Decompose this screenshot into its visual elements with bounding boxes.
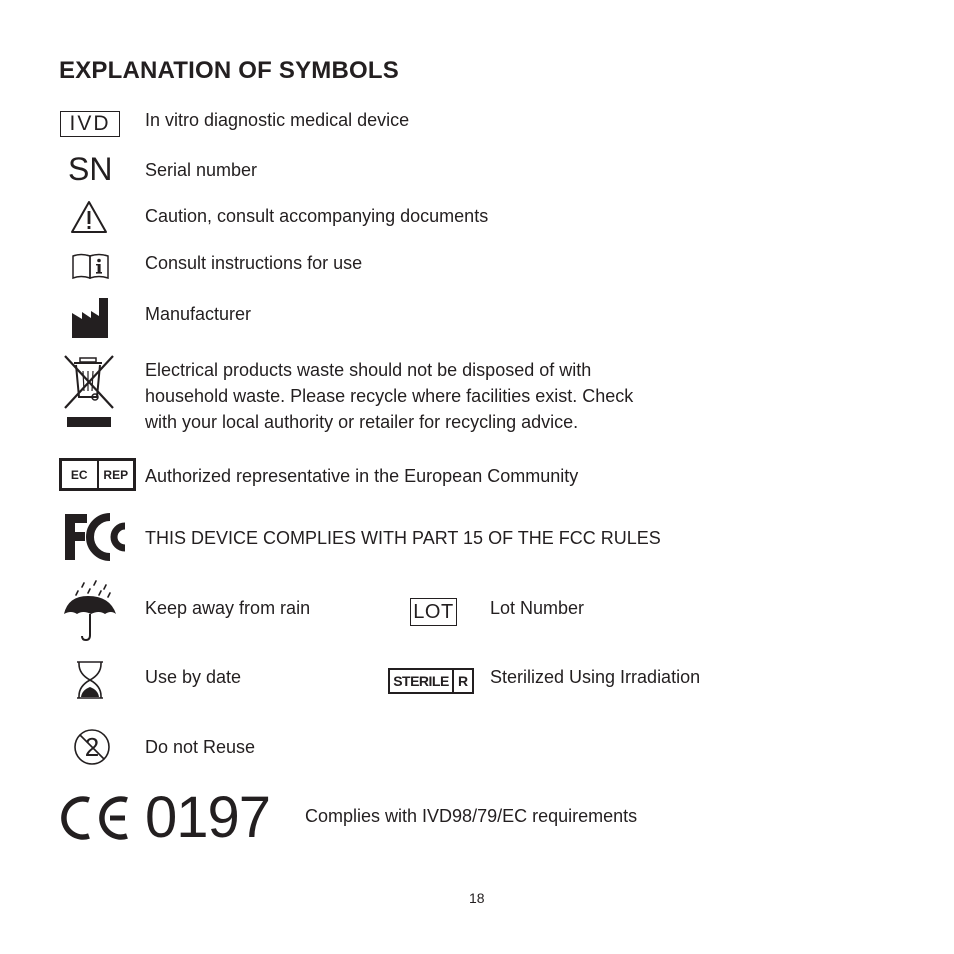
ce-description: Complies with IVD98/79/EC requirements [305,806,638,826]
ivd-icon [60,111,120,137]
weee-line-1: Electrical products waste should not be disposed of with [145,360,592,380]
fcc-logo-icon [63,512,131,562]
serial-number-icon-label: SN [68,151,113,187]
ivd-description: In vitro diagnostic medical device [145,110,410,130]
caution-description: Caution, consult accompanying documents [145,206,489,226]
lot-icon [410,598,457,626]
do-not-reuse-description: Do not Reuse [145,737,256,757]
instructions-icon [71,252,111,280]
sterile-r-icon-left: STERILE [390,670,454,692]
ec-rep-icon-left: EC [62,461,99,488]
caution-icon [70,200,108,234]
serial-number-icon [68,151,112,187]
page-number: 18 [469,890,485,906]
ce-notified-body-number: 0197 [145,785,271,850]
sterile-description: Sterilized Using Irradiation [490,667,701,687]
page-title: EXPLANATION OF SYMBOLS [59,57,399,84]
serial-number-description: Serial number [145,160,258,180]
lot-description: Lot Number [490,598,585,618]
sterile-r-icon [388,668,474,694]
do-not-reuse-icon [73,728,111,766]
instructions-description: Consult instructions for use [145,253,363,273]
fcc-description: THIS DEVICE COMPLIES WITH PART 15 OF THE FCC RULES [145,528,661,548]
ce-mark-icon [57,794,129,842]
manufacturer-icon [71,297,109,339]
weee-line-2: household waste. Please recycle where facilities exist. Check [145,386,634,406]
rain-description: Keep away from rain [145,598,311,618]
lot-icon-label: LOT [413,600,454,623]
sterile-r-icon-right: R [457,673,469,689]
use-by-date-description: Use by date [145,667,242,687]
manufacturer-description: Manufacturer [145,304,252,324]
ec-rep-icon-right: REP [103,467,129,482]
ec-rep-description: Authorized representative in the European Community [145,466,579,486]
weee-line-3: with your local authority or retailer for recycling advice. [145,412,579,432]
ec-rep-icon [59,458,136,491]
ivd-icon-label: IVD [69,112,111,135]
weee-description [145,357,633,435]
do-not-reuse-icon-label: 2 [84,731,100,762]
crossed-bin-icon [62,353,116,431]
hourglass-icon [74,660,106,700]
umbrella-rain-icon [62,580,118,642]
